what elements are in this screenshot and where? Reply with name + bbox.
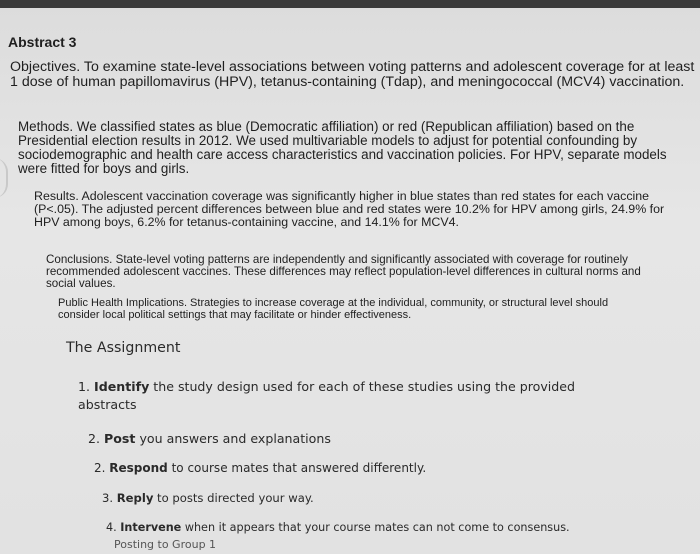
item-number: 4. <box>106 521 117 534</box>
item-text: you answers and explanations <box>135 431 331 446</box>
item-keyword: Identify <box>94 379 150 394</box>
posting-to-group-link[interactable]: Posting to Group 1 <box>114 538 217 551</box>
item-keyword: Respond <box>109 461 168 475</box>
item-number: 2. <box>88 431 101 446</box>
public-health-paragraph: Public Health Implications. Strategies to increase coverage at the individual, community, or structural level should consider local political settings that may facilitate or hinder effectiveness. <box>58 297 609 321</box>
item-text: the study design used for each of these studies using the provided abstracts <box>78 379 576 413</box>
item-keyword: Reply <box>116 491 154 505</box>
assignment-item-identify <box>78 378 618 415</box>
objectives-paragraph: Objectives. To examine state-level associations between voting patterns and adolescent coverage for at least 1 dose of human papillomavirus (HPV), tetanus-containing (Tdap), and meningococcal (MCV4) vaccination. <box>10 59 695 90</box>
assignment-item-reply <box>102 490 314 507</box>
item-text: to course mates that answered differently. <box>167 461 427 475</box>
item-keyword: Post <box>104 431 136 446</box>
assignment-title: The Assignment <box>66 340 181 356</box>
methods-paragraph: Methods. We classified states as blue (Democratic affiliation) or red (Republican affiliation) based on the Presidential election results in 2012. We used multivariable models to adjust for potential confounding by sociodemographic and health care access characteristics and vaccination policies. For HPV, separate models were fitted for boys and girls. <box>18 119 667 177</box>
top-edge <box>0 0 700 8</box>
item-text: to posts directed your way. <box>153 491 314 505</box>
abstract-title: Abstract 3 <box>8 34 77 50</box>
assignment-item-respond <box>94 460 426 477</box>
item-text: when it appears that your course mates can not come to consensus. <box>181 521 570 534</box>
document-page <box>0 8 700 554</box>
conclusions-paragraph: Conclusions. State-level voting patterns are independently and significantly associated with coverage for routinely recommended adolescent vaccines. These differences may reflect population-level differences in cultural norms and social values. <box>46 253 641 291</box>
item-number: 3. <box>102 491 114 505</box>
item-number: 1. <box>78 379 91 394</box>
assignment-item-intervene <box>106 520 570 536</box>
page-curl <box>0 158 8 198</box>
results-paragraph: Results. Adolescent vaccination coverage was significantly higher in blue states than red states for each vaccine (P<.05). The adjusted percent differences between blue and red states were 10.2% for HPV among girls, 24.9% for HPV among boys, 6.2% for tetanus-containing vaccine, and 14.1% for MCV4. <box>34 189 665 230</box>
item-keyword: Intervene <box>120 521 182 534</box>
assignment-item-post <box>88 430 331 448</box>
item-number: 2. <box>94 461 106 475</box>
